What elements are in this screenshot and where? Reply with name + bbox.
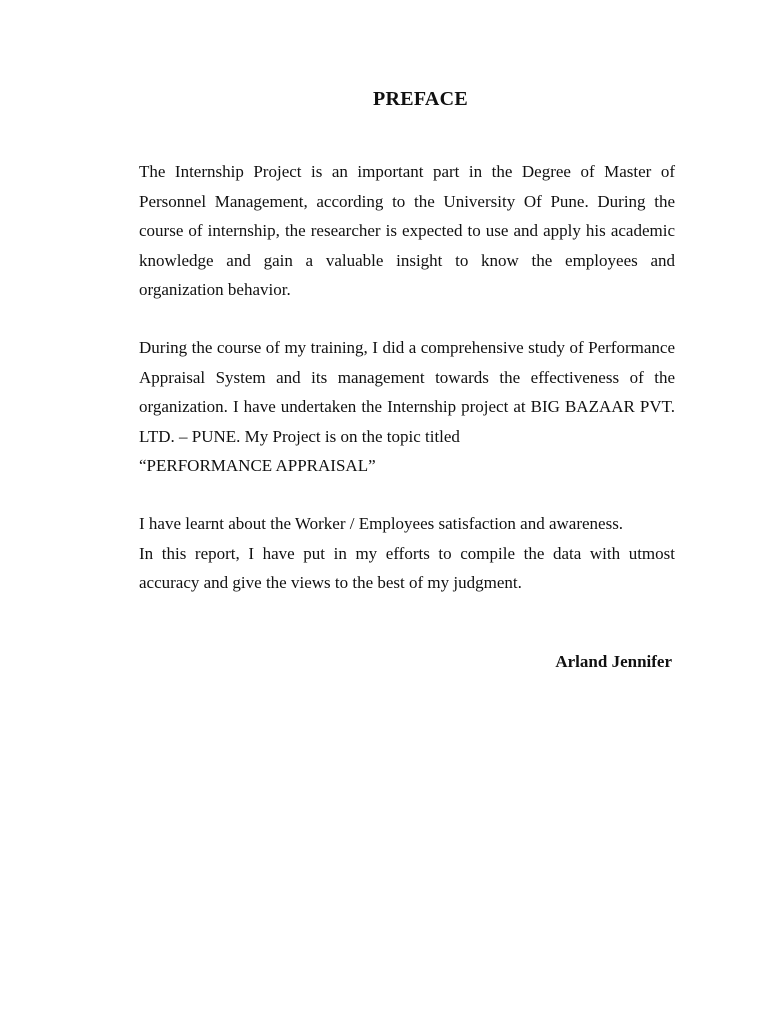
project-topic-title: “PERFORMANCE APPRAISAL” [139, 456, 376, 475]
paragraph-internship-intro [139, 157, 675, 305]
page-title: PREFACE [373, 88, 469, 110]
paragraph-training-study [139, 333, 675, 481]
paragraph-text: During the course of my training, I did a comprehensive study of Performance Appraisal System and its management towards the effectiveness of the organization. I have undertaken the Internship project at BIG BAZAAR PVT. LTD. – PUNE. My Project is on the topic titled [139, 338, 675, 446]
paragraph-text: The Internship Project is an important part in the Degree of Master of Personnel Management, according to the University Of Pune. During the course of internship, the researcher is expected to use and apply his academic knowledge and gain a valuable insight to know the employees and organization behavior. [139, 162, 675, 299]
author-signature: Arland Jennifer [555, 652, 672, 671]
paragraph-text: In this report, I have put in my efforts to compile the data with utmost accuracy and give the views to the best of my judgment. [139, 543, 675, 592]
paragraph-learnings [139, 509, 675, 598]
paragraph-text: I have learnt about the Worker / Employees satisfaction and awareness. [139, 514, 624, 533]
